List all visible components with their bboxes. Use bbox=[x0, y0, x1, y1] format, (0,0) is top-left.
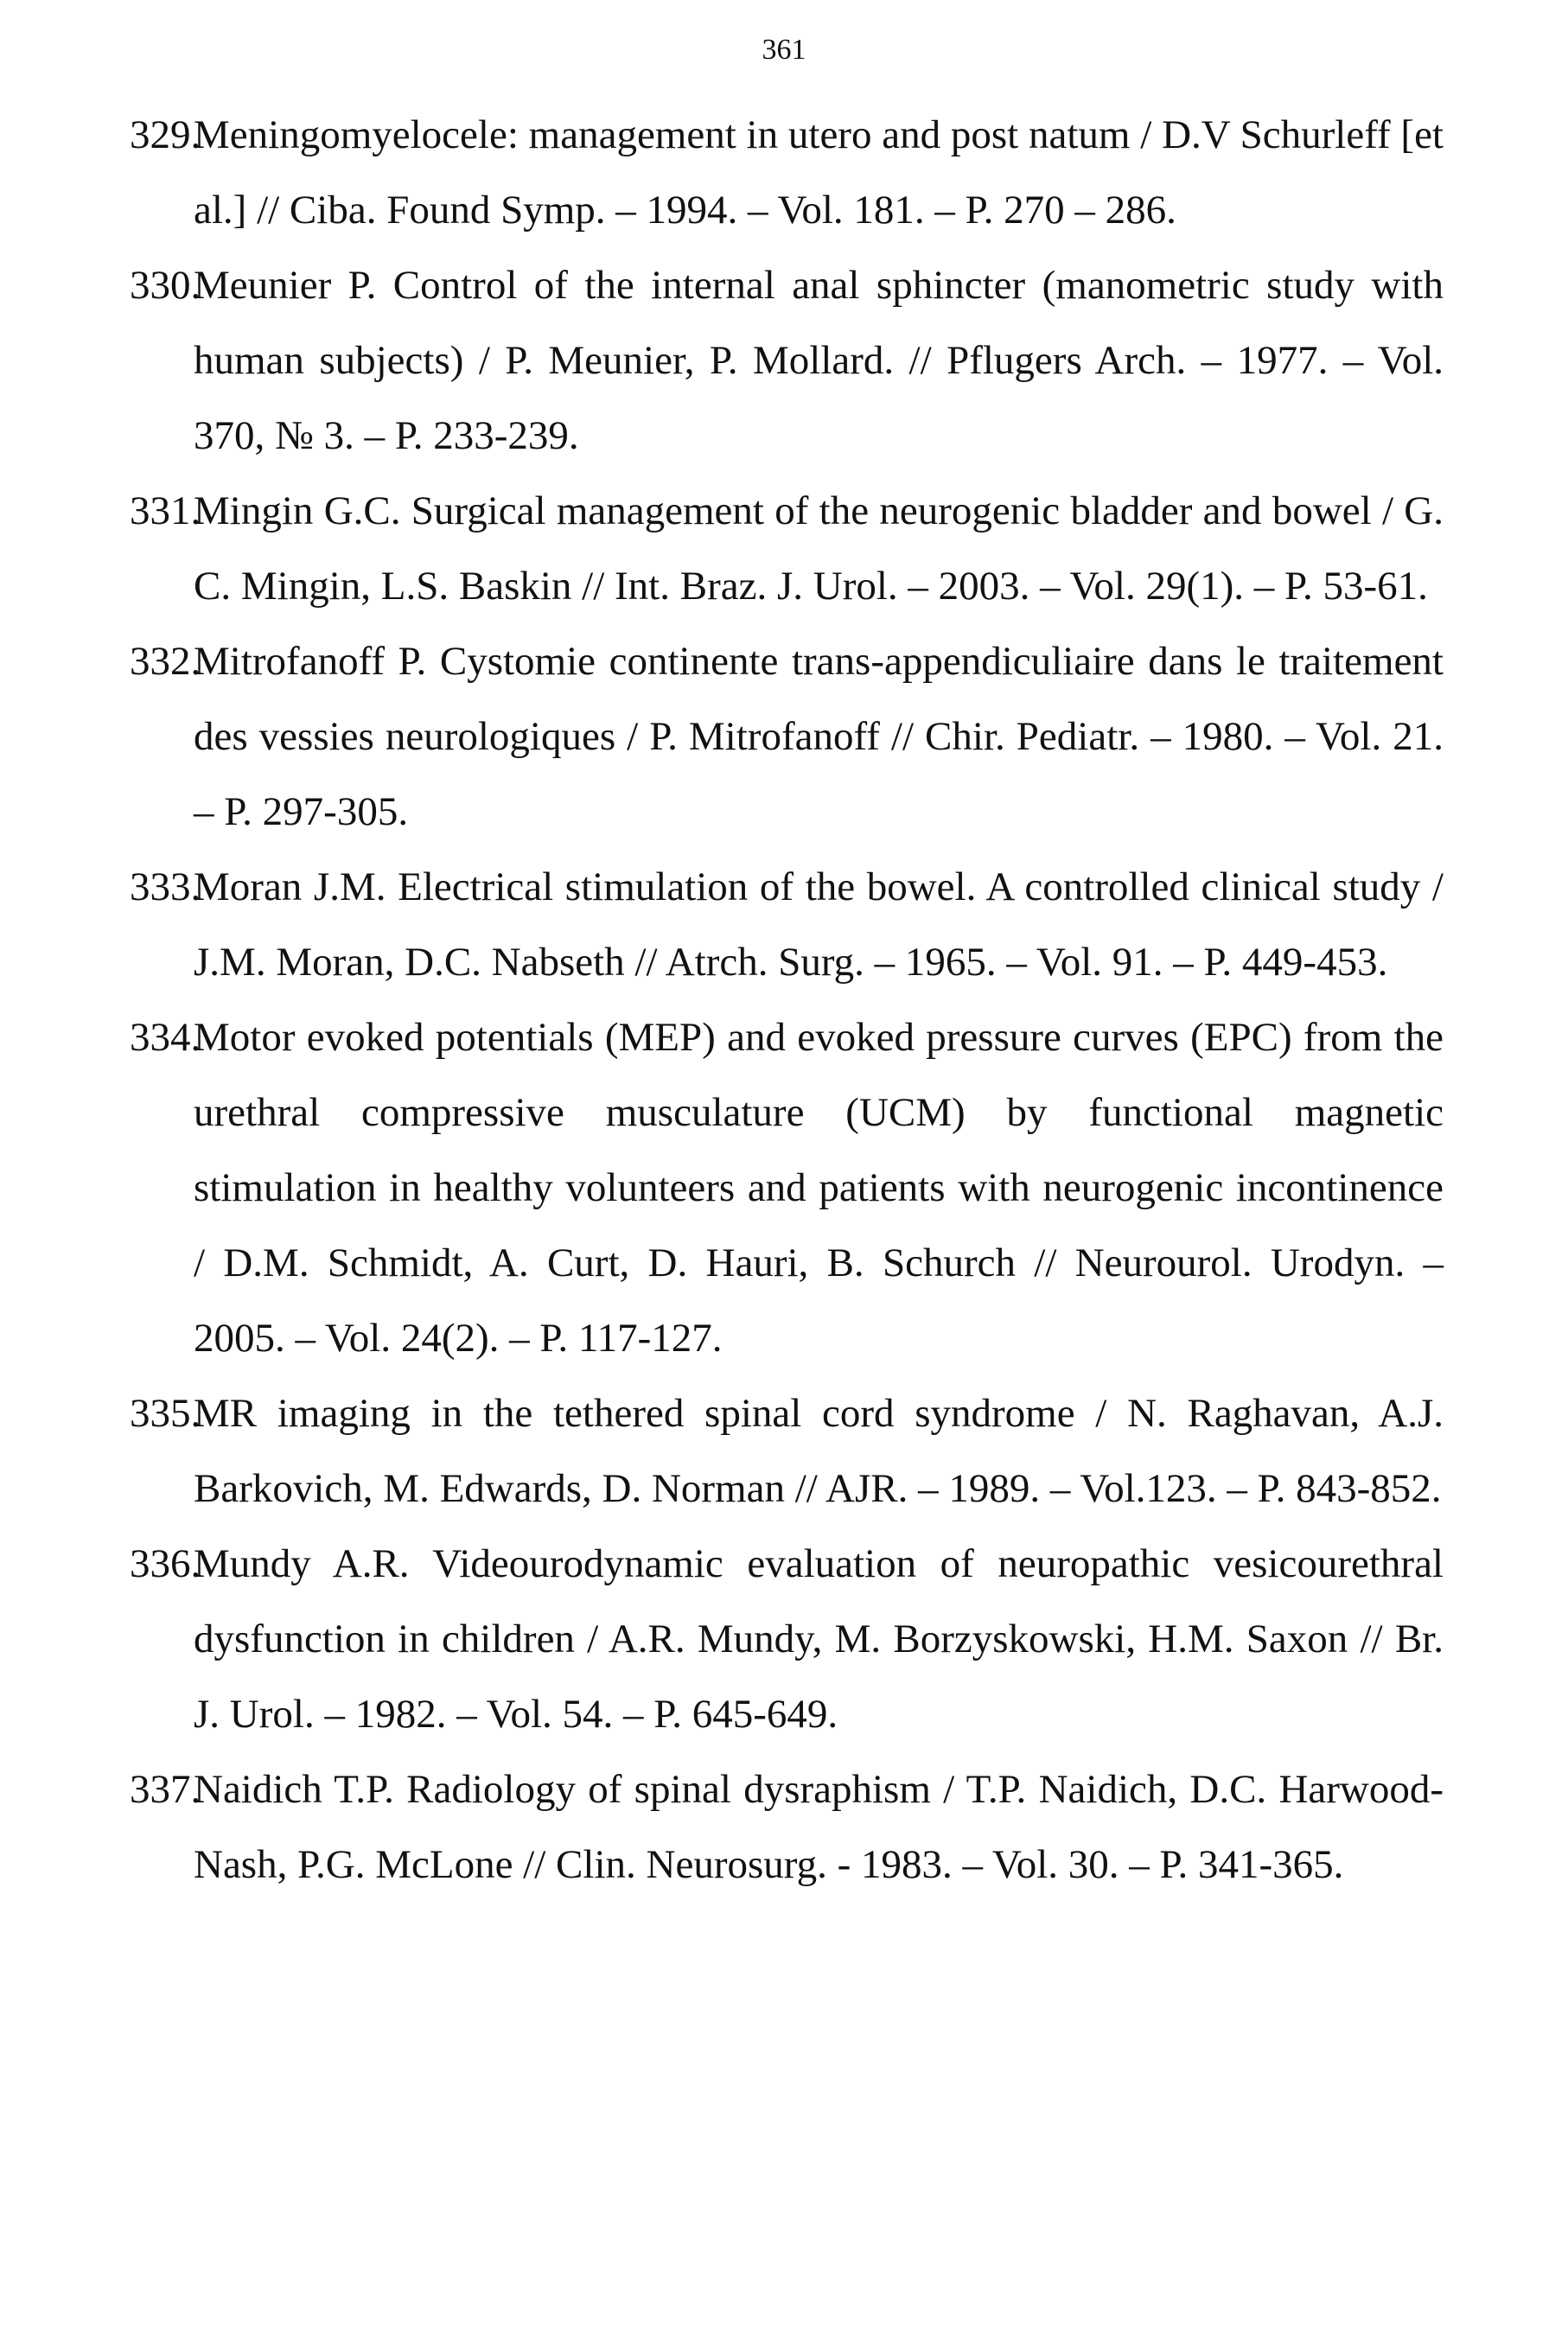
reference-item bbox=[131, 248, 1444, 474]
reference-number: 330. bbox=[130, 263, 201, 308]
reference-text: Naidich T.P. Radiology of spinal dysraphism / T.P. Naidich, D.C. Harwood-Nash, P.G. McLone // Clin. Neurosurg. - 1983. – Vol. 30. – P. 341-365. bbox=[194, 1767, 1444, 1887]
reference-number: 335. bbox=[130, 1391, 201, 1436]
reference-item bbox=[131, 474, 1444, 624]
reference-text: Mundy A.R. Videourodynamic evaluation of neuropathic vesicourethral dysfunction in children / A.R. Mundy, M. Borzyskowski, H.M. Saxon // Br. J. Urol. – 1982. – Vol. 54. – P. 645-649. bbox=[194, 1541, 1444, 1737]
reference-item bbox=[131, 624, 1444, 850]
reference-number: 336. bbox=[130, 1541, 201, 1586]
reference-number: 334. bbox=[130, 1015, 201, 1060]
reference-number: 337. bbox=[130, 1767, 201, 1812]
reference-item bbox=[131, 98, 1444, 248]
reference-item bbox=[131, 1000, 1444, 1376]
reference-text: Mitrofanoff P. Cystomie continente trans-appendiculiaire dans le traitement des vessies neurologiques / P. Mitrofanoff // Chir. Pediatr. – 1980. – Vol. 21. – P. 297-305. bbox=[194, 639, 1444, 834]
reference-text: MR imaging in the tethered spinal cord syndrome / N. Raghavan, A.J. Barkovich, M. Edwards, D. Norman // AJR. – 1989. – Vol.123. – P. 843-852. bbox=[194, 1391, 1444, 1511]
reference-item bbox=[131, 1527, 1444, 1752]
reference-list bbox=[131, 98, 1444, 1903]
reference-text: Meningomyelocele: management in utero and post natum / D.V Schurleff [et al.] // Ciba. Found Symp. – 1994. – Vol. 181. – P. 270 – 286. bbox=[194, 112, 1444, 233]
reference-item bbox=[131, 850, 1444, 1000]
reference-number: 329. bbox=[130, 112, 201, 157]
reference-number: 333. bbox=[130, 864, 201, 909]
page-number: 361 bbox=[762, 34, 806, 66]
reference-text: Meunier P. Control of the internal anal sphincter (manometric study with human subjects) / P. Meunier, P. Mollard. // Pflugers Arch. – 1977. – Vol. 370, № 3. – P. 233-239. bbox=[194, 263, 1444, 458]
reference-text: Mingin G.C. Surgical management of the neurogenic bladder and bowel / G. C. Mingin, L.S. Baskin // Int. Braz. J. Urol. – 2003. – Vol. 29(1). – P. 53-61. bbox=[194, 488, 1444, 609]
reference-number: 332. bbox=[130, 639, 201, 684]
reference-number: 331. bbox=[130, 488, 201, 533]
reference-text: Moran J.M. Electrical stimulation of the bowel. A controlled clinical study / J.M. Moran, D.C. Nabseth // Atrch. Surg. – 1965. – Vol. 91. – P. 449-453. bbox=[194, 864, 1444, 985]
reference-item bbox=[131, 1376, 1444, 1527]
reference-text: Motor evoked potentials (MEP) and evoked pressure curves (EPC) from the urethral compressive musculature (UCM) by functional magnetic stimulation in healthy volunteers and patients with neurogenic incontinence / D.M. Schmidt, A. Curt, D. Hauri, B. Schurch // Neurourol. Urodyn. – 2005. – Vol. 24(2). – P. 117-127. bbox=[194, 1015, 1444, 1361]
reference-item bbox=[131, 1752, 1444, 1903]
